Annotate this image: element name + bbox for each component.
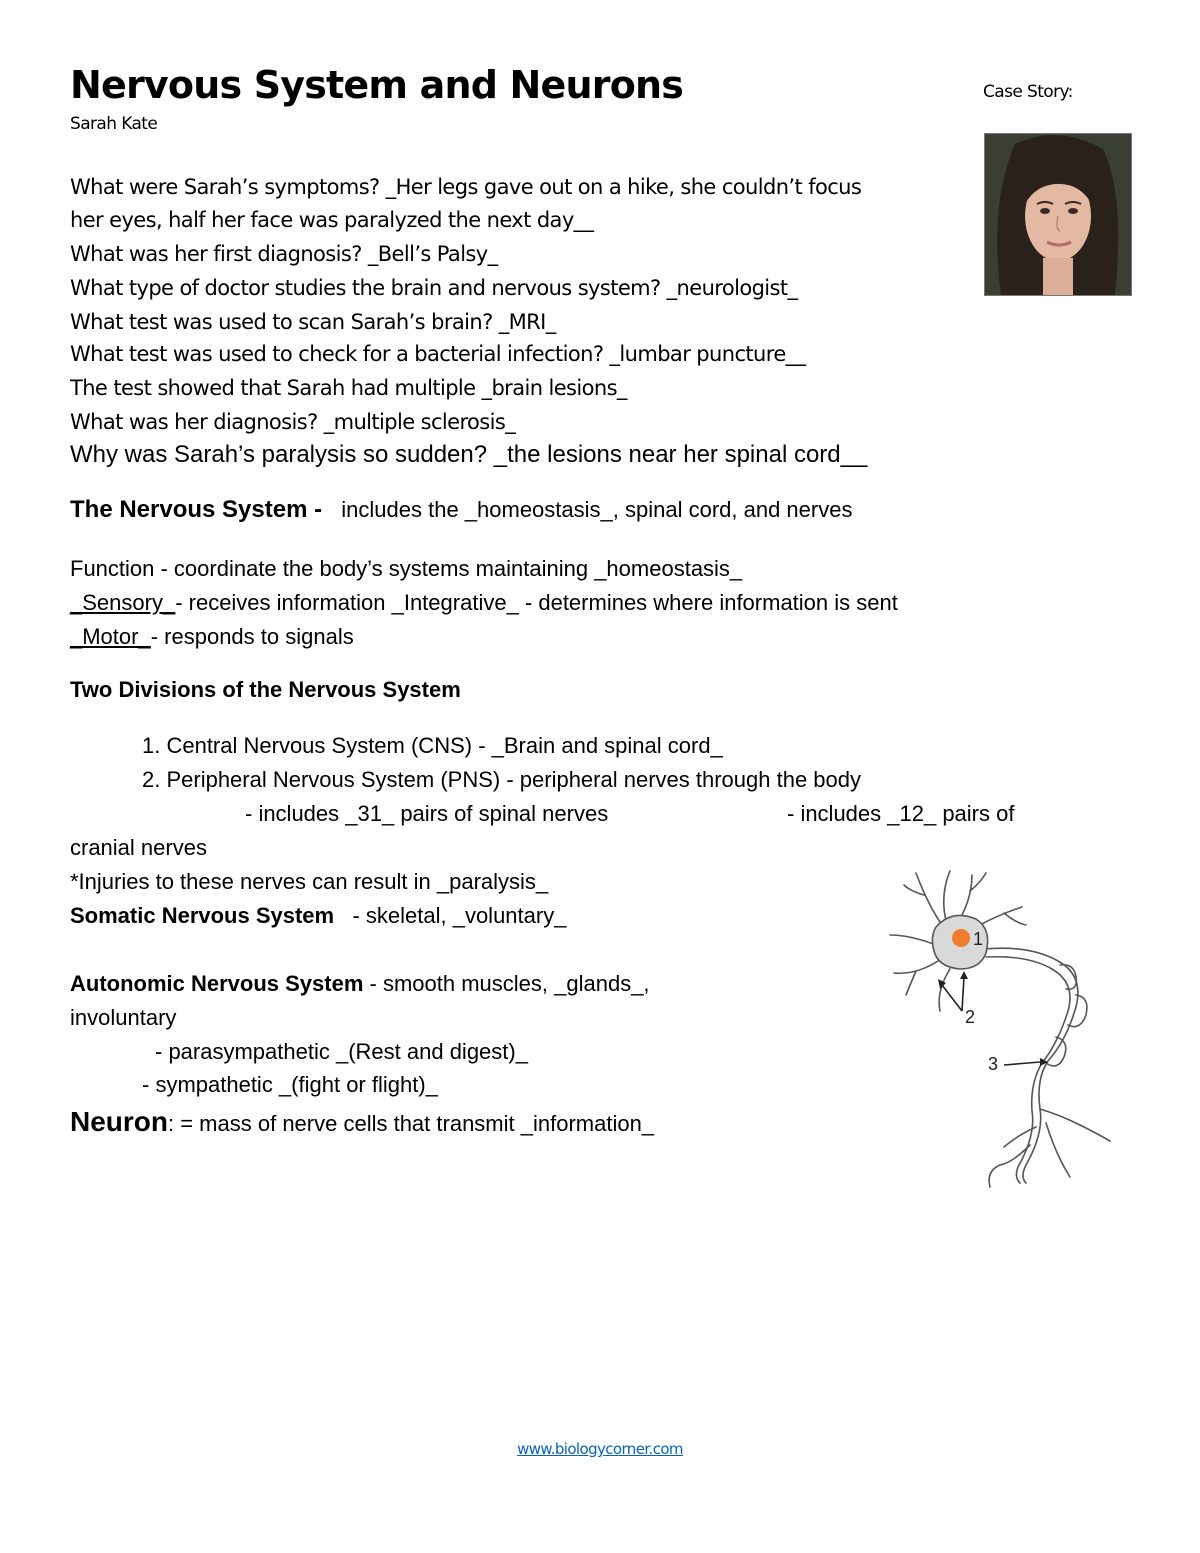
nucleus [952, 929, 970, 947]
diagram-label-1: 1 [973, 929, 984, 949]
sensory-term: _Sensory_ [70, 590, 176, 615]
question-bacterial-test: What test was used to check for a bacterial infection? _lumbar puncture__ [70, 342, 806, 366]
question-scan-test: What test was used to scan Sarah’s brain? _MRI_ [70, 310, 556, 334]
parasympathetic-line: - parasympathetic _(Rest and digest)_ [155, 1039, 528, 1064]
divisions-heading: Two Divisions of the Nervous System [70, 677, 461, 702]
somatic-text: - skeletal, _voluntary_ [352, 903, 567, 928]
page-title: Nervous System and Neurons [70, 63, 684, 107]
division-pns: 2. Peripheral Nervous System (PNS) - peripheral nerves through the body [142, 767, 862, 792]
injuries-line: *Injuries to these nerves can result in _paralysis_ [70, 869, 549, 894]
sympathetic-line: - sympathetic _(fight or flight)_ [142, 1072, 438, 1097]
question-doctor: What type of doctor studies the brain and nervous system? _neurologist_ [70, 276, 798, 300]
somatic-line [70, 903, 566, 929]
nervous-system-text: includes the _homeostasis_, spinal cord, and nerves [341, 497, 853, 522]
diagram-label-3: 3 [988, 1054, 999, 1074]
footer [0, 1440, 1200, 1459]
neuron-diagram [880, 865, 1130, 1195]
neuron-line [70, 1106, 654, 1138]
neuron-heading: Neuron [70, 1106, 168, 1137]
question-first-diagnosis: What was her first diagnosis? _Bell’s Palsy_ [70, 242, 498, 266]
spinal-nerves-line: - includes _31_ pairs of spinal nerves [245, 801, 609, 826]
cranial-nerves-line: - includes _12_ pairs of [787, 801, 1015, 826]
sensory-text: - receives information _Integrative_ - determines where information is sent [175, 590, 898, 615]
nervous-system-heading: The Nervous System - [70, 496, 323, 523]
diagram-label-2: 2 [965, 1007, 976, 1027]
division-cns: 1. Central Nervous System (CNS) - _Brain and spinal cord_ [142, 733, 723, 758]
case-story-label: Case Story: [983, 82, 1073, 102]
somatic-heading: Somatic Nervous System [70, 903, 335, 928]
autonomic-text: - smooth muscles, _glands_, [369, 971, 650, 996]
neuron-text: : = mass of nerve cells that transmit _information_ [168, 1111, 655, 1136]
question-diagnosis: What was her diagnosis? _multiple sclerosis_ [70, 410, 516, 434]
question-paralysis: Why was Sarah’s paralysis so sudden? _the lesions near her spinal cord__ [70, 441, 868, 468]
function-line: Function - coordinate the body’s systems maintaining _homeostasis_ [70, 556, 743, 581]
question-test-result: The test showed that Sarah had multiple _brain lesions_ [70, 376, 627, 400]
nervous-system-line [70, 496, 852, 524]
autonomic-line [70, 971, 650, 997]
autonomic-heading: Autonomic Nervous System [70, 971, 364, 996]
sarah-photo [984, 133, 1132, 296]
autonomic-text-cont: involuntary [70, 1005, 177, 1030]
cranial-nerves-cont: cranial nerves [70, 835, 207, 860]
footer-link[interactable]: www.biologycorner.com [517, 1440, 683, 1458]
motor-text: - responds to signals [150, 624, 354, 649]
sensory-line [70, 590, 898, 616]
question-symptoms-cont: her eyes, half her face was paralyzed the next day__ [70, 208, 594, 232]
motor-term: _Motor_ [70, 624, 151, 649]
motor-line [70, 624, 354, 650]
author-name: Sarah Kate [70, 114, 158, 134]
question-symptoms: What were Sarah’s symptoms? _Her legs gave out on a hike, she couldn’t focus [70, 175, 862, 199]
